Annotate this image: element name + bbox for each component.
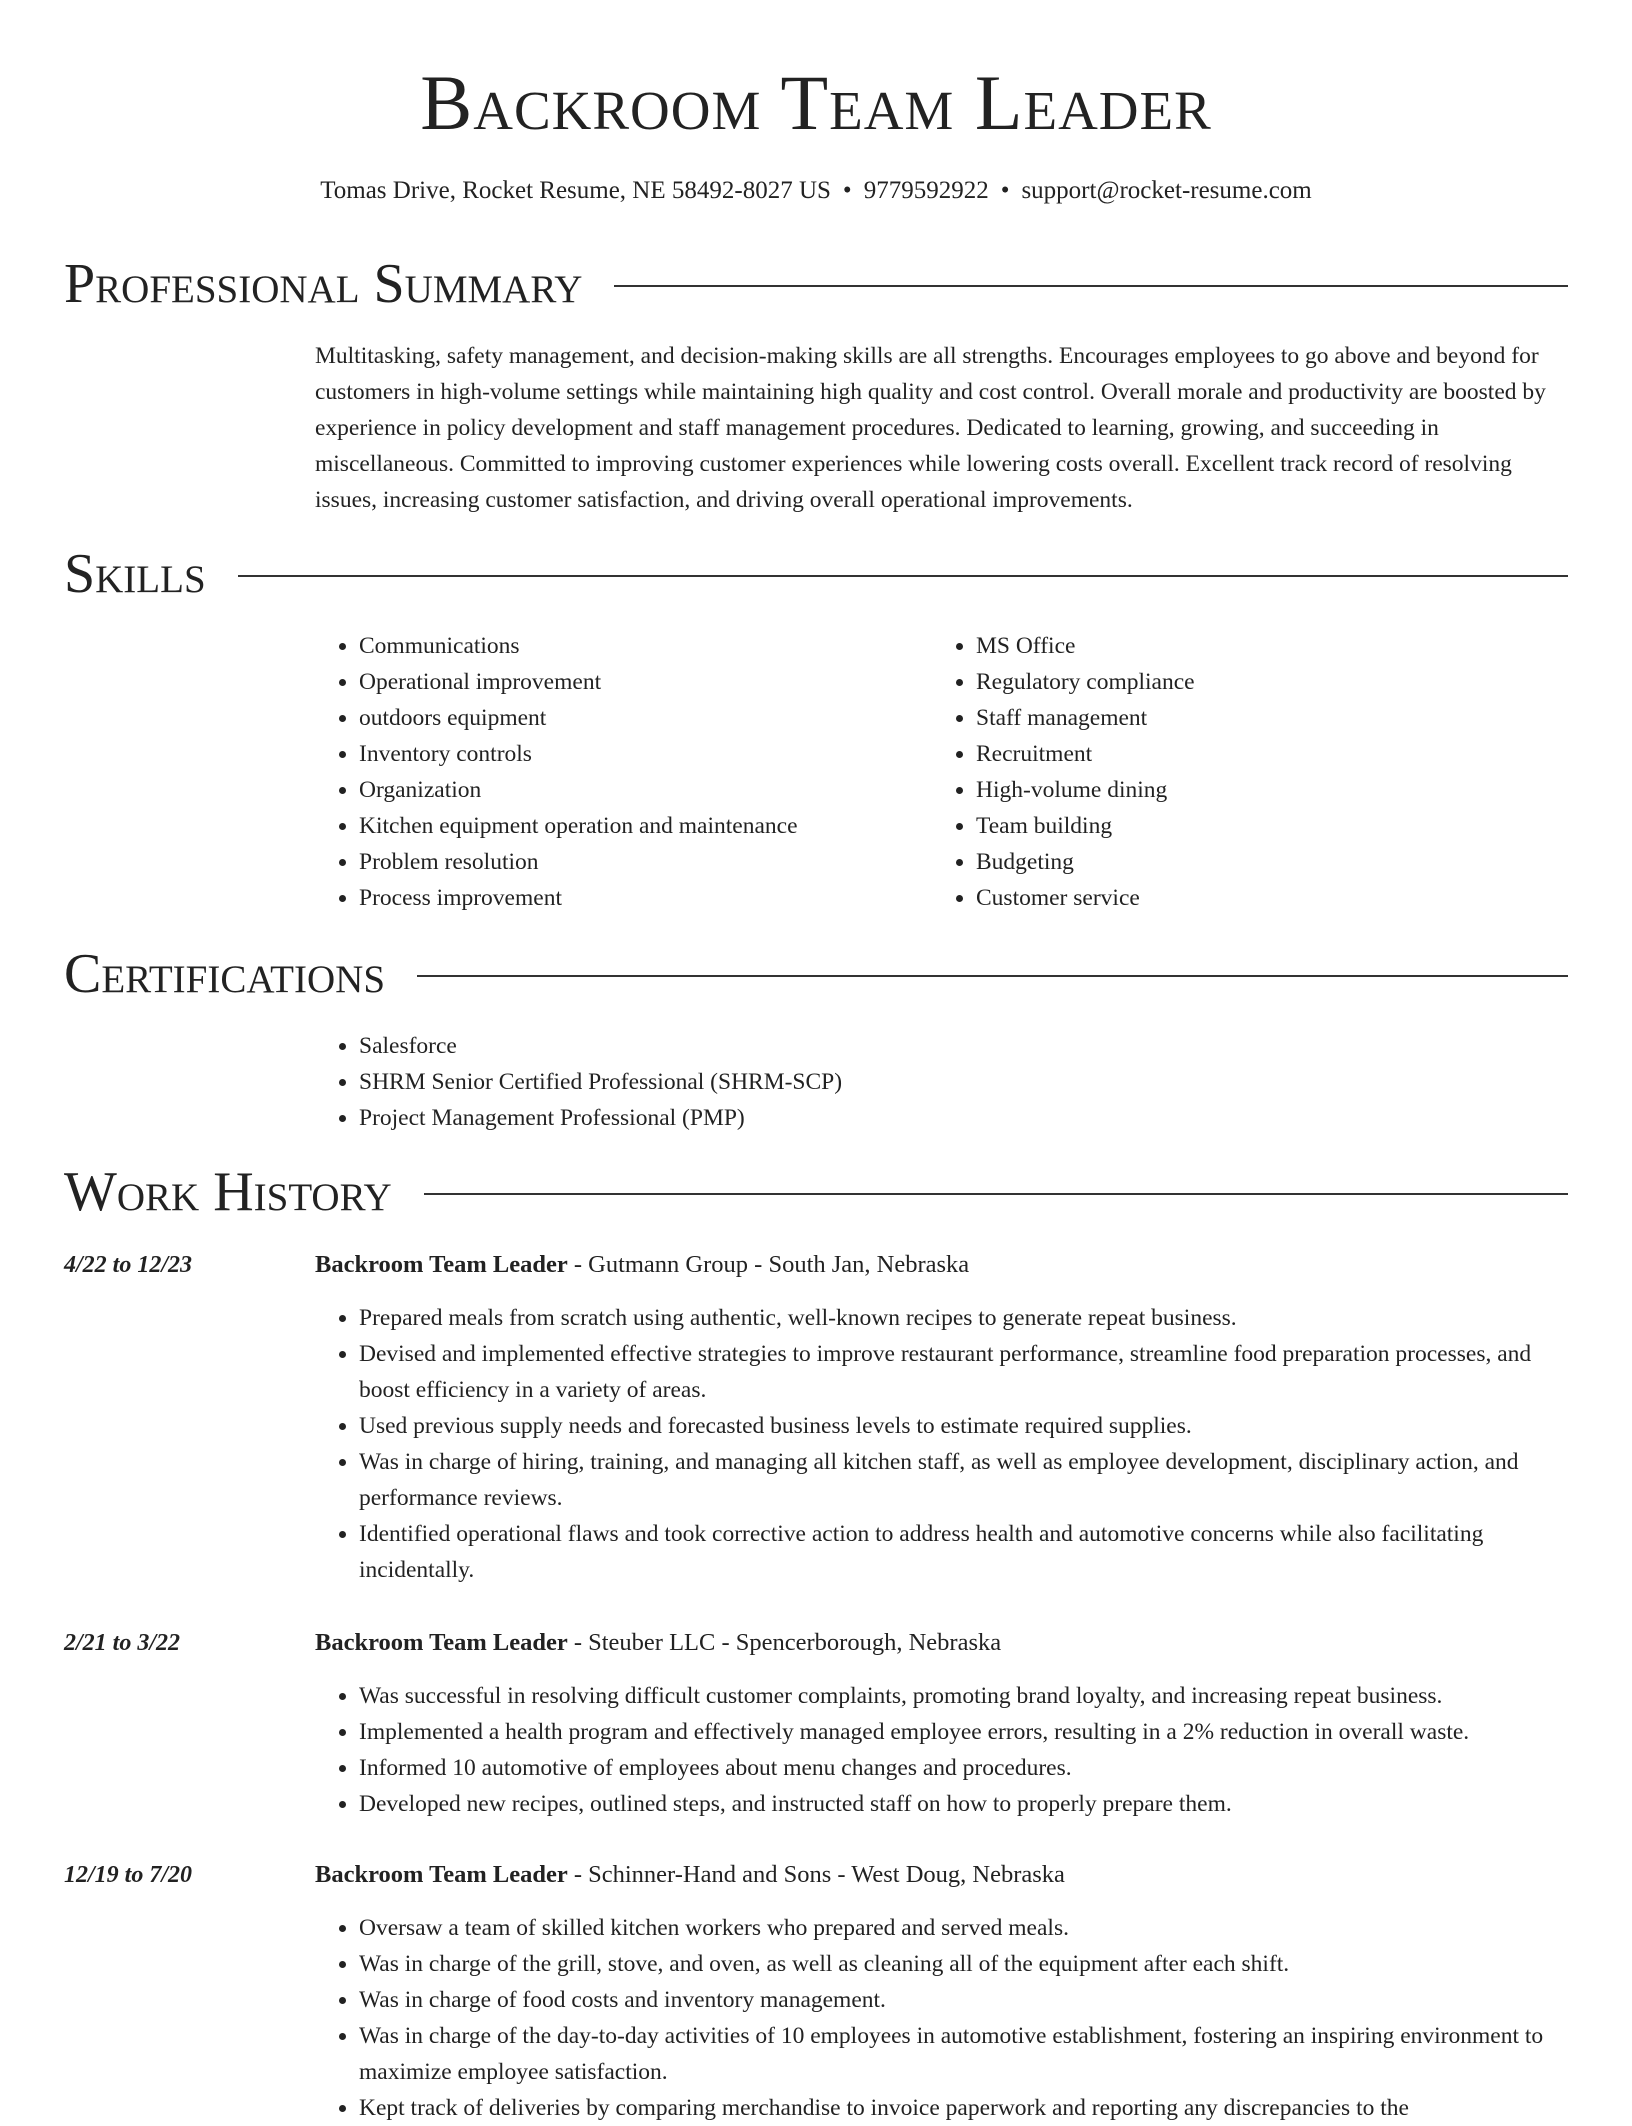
skill-item: • Customer service	[976, 880, 1532, 916]
job-company-location: - Steuber LLC - Spencerborough, Nebraska	[567, 1629, 1002, 1656]
job-bullet: • Used previous supply needs and forecasted business levels to estimate required supplies.	[359, 1408, 1568, 1444]
skill-item: • Recruitment	[976, 736, 1532, 772]
contact-phone: 9779592922	[863, 177, 989, 204]
job-title: Backroom Team Leader	[315, 1629, 568, 1656]
job-header	[315, 1248, 969, 1282]
job-bullet: • Developed new recipes, outlined steps, and instructed staff on how to properly prepare them.	[359, 1786, 1568, 1822]
job-bullet-list	[315, 1678, 1568, 1822]
certification-item: • Salesforce	[359, 1028, 1515, 1064]
job-bullet-list	[315, 1300, 1568, 1588]
skill-item: • High-volume dining	[976, 772, 1532, 808]
skills-column-right	[932, 628, 1532, 916]
job-bullet: • Identified operational flaws and took corrective action to address health and automotive concerns while also facilitating incidentally.	[359, 1516, 1568, 1588]
job-title: Backroom Team Leader	[315, 1861, 568, 1888]
skill-item: • outdoors equipment	[359, 700, 915, 736]
job-bullet: • Was in charge of the day-to-day activities of 10 employees in automotive establishment, fostering an inspiring environment to maximize employee satisfaction.	[359, 2018, 1568, 2090]
job-bullets	[315, 1678, 1568, 1822]
skill-item: • Operational improvement	[359, 664, 915, 700]
job-bullets	[315, 1910, 1568, 2126]
job-bullet-list	[315, 1910, 1568, 2126]
section-divider	[424, 1193, 1568, 1195]
skill-item: • MS Office	[976, 628, 1532, 664]
contact-line	[0, 174, 1632, 208]
section-header-work-history	[64, 1160, 1568, 1224]
section-title-certifications: Certifications	[64, 943, 386, 1005]
job-bullet: • Prepared meals from scratch using authentic, well-known recipes to generate repeat business.	[359, 1300, 1568, 1336]
job-bullets	[315, 1300, 1568, 1588]
job-bullet: • Informed 10 automotive of employees about menu changes and procedures.	[359, 1750, 1568, 1786]
skill-item: • Problem resolution	[359, 844, 915, 880]
section-header-skills	[64, 542, 1568, 606]
job-header	[315, 1626, 1001, 1660]
resume-name: Backroom Team Leader	[420, 59, 1212, 146]
job-bullet: • Kept track of deliveries by comparing merchandise to invoice paperwork and reporting any discrepancies to the	[359, 2090, 1568, 2126]
skills-list-left	[315, 628, 915, 916]
skill-item: • Staff management	[976, 700, 1532, 736]
section-title-summary: Professional Summary	[64, 253, 583, 315]
certifications-list	[315, 1028, 1515, 1136]
certifications-block	[315, 1028, 1515, 1136]
section-divider	[417, 975, 1568, 977]
job-title: Backroom Team Leader	[315, 1251, 568, 1278]
certification-item: • Project Management Professional (PMP)	[359, 1100, 1515, 1136]
job-bullet: • Devised and implemented effective strategies to improve restaurant performance, streamline food preparation processes, and boost efficiency in a variety of areas.	[359, 1336, 1568, 1408]
job-bullet: • Was in charge of the grill, stove, and oven, as well as cleaning all of the equipment after each shift.	[359, 1946, 1568, 1982]
job-company-location: - Gutmann Group - South Jan, Nebraska	[567, 1251, 970, 1278]
skill-item: • Kitchen equipment operation and maintenance	[359, 808, 915, 844]
skill-item: • Regulatory compliance	[976, 664, 1532, 700]
job-bullet: • Was in charge of food costs and inventory management.	[359, 1982, 1568, 2018]
section-header-summary	[64, 252, 1568, 316]
job-dates: 12/19 to 7/20	[64, 1862, 193, 1888]
section-title-work-history: Work History	[64, 1161, 392, 1223]
section-header-certifications	[64, 942, 1568, 1006]
contact-separator: •	[1000, 177, 1010, 204]
job-header	[315, 1858, 1065, 1892]
skill-item: • Inventory controls	[359, 736, 915, 772]
contact-email: support@rocket-resume.com	[1021, 177, 1312, 204]
skill-item: • Team building	[976, 808, 1532, 844]
job-bullet: • Oversaw a team of skilled kitchen workers who prepared and served meals.	[359, 1910, 1568, 1946]
section-divider	[614, 285, 1568, 287]
job-dates: 4/22 to 12/23	[64, 1252, 193, 1278]
skill-item: • Organization	[359, 772, 915, 808]
job-bullet: • Was successful in resolving difficult customer complaints, promoting brand loyalty, and increasing repeat business.	[359, 1678, 1568, 1714]
section-title-skills: Skills	[64, 543, 206, 605]
skills-list-right	[932, 628, 1532, 916]
skill-item: • Communications	[359, 628, 915, 664]
certification-item: • SHRM Senior Certified Professional (SHRM-SCP)	[359, 1064, 1515, 1100]
skill-item: • Process improvement	[359, 880, 915, 916]
job-bullet: • Implemented a health program and effectively managed employee errors, resulting in a 2% reduction in overall waste.	[359, 1714, 1568, 1750]
contact-address: Tomas Drive, Rocket Resume, NE 58492-8027 US	[320, 177, 831, 204]
job-company-location: - Schinner-Hand and Sons - West Doug, Nebraska	[567, 1861, 1065, 1888]
job-dates: 2/21 to 3/22	[64, 1630, 181, 1656]
job-bullet: • Was in charge of hiring, training, and managing all kitchen staff, as well as employee development, disciplinary action, and performance reviews.	[359, 1444, 1568, 1516]
contact-separator: •	[842, 177, 852, 204]
section-divider	[238, 575, 1568, 577]
skills-column-left	[315, 628, 915, 916]
summary-text: Multitasking, safety management, and decision-making skills are all strengths. Encourages employees to go above and beyond for customers in high-volume settings while maintaining high quality and cost control. Overall morale and productivity are boosted by experience in policy development and staff management procedures. Dedicated to learning, growing, and succeeding in miscellaneous. Committed to improving customer experiences while lowering costs overall. Excellent track record of resolving issues, increasing customer satisfaction, and driving overall operational improvements.	[315, 343, 1546, 513]
skill-item: • Budgeting	[976, 844, 1532, 880]
